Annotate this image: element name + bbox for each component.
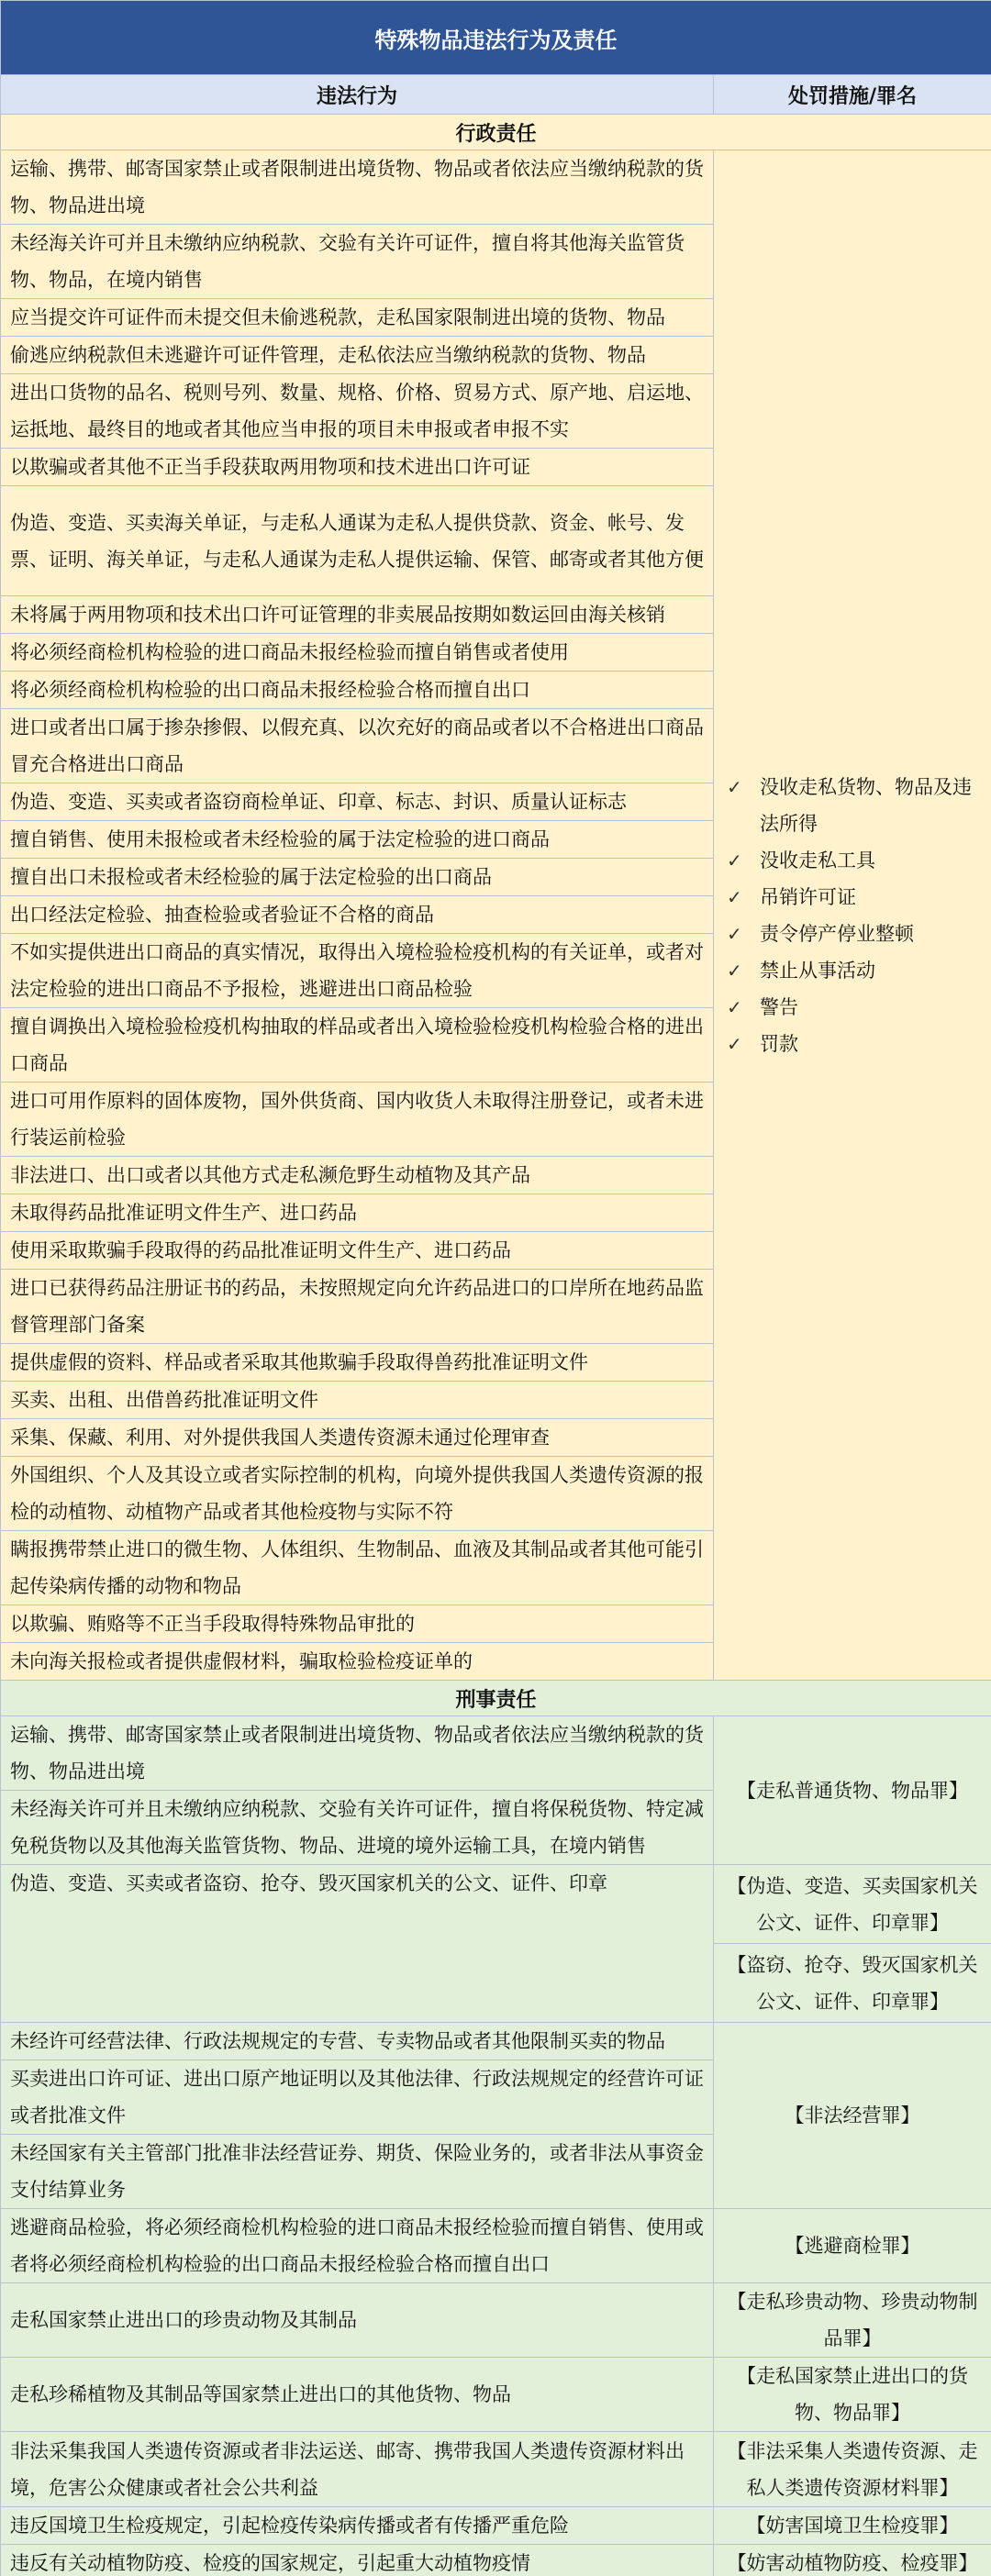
table-row: 提供虚假的资料、样品或者采取其他欺骗手段取得兽药批准证明文件: [1, 1344, 714, 1382]
table-row: 采集、保藏、利用、对外提供我国人类遗传资源未通过伦理审查: [1, 1419, 714, 1457]
table-row: 未将属于两用物项和技术出口许可证管理的非卖展品按期如数运回由海关核销: [1, 596, 714, 634]
admin-penalties-cell: [714, 150, 991, 1681]
crime-cell: 【逃避商检罪】: [714, 2209, 991, 2283]
table-row: 以欺骗、贿赂等不正当手段取得特殊物品审批的: [1, 1605, 714, 1643]
list-item: [727, 769, 978, 842]
crime-cell: 【盗窃、抢夺、毁灭国家机关公文、证件、印章罪】: [714, 1944, 991, 2023]
list-item: [727, 1026, 978, 1062]
table-row: 瞒报携带禁止进口的微生物、人体组织、生物制品、血液及其制品或者其他可能引起传染病传播的动物和物品: [1, 1531, 714, 1605]
crime-cell: 【非法采集人类遗传资源、走私人类遗传资源材料罪】: [714, 2432, 991, 2507]
crime-cell: 【走私普通货物、物品罪】: [714, 1716, 991, 1865]
list-item: [727, 989, 978, 1026]
table-row: 买卖进出口许可证、进出口原产地证明以及其他法律、行政法规规定的经营许可证或者批准文件: [1, 2060, 714, 2135]
table-row: 进口或者出口属于掺杂掺假、以假充真、以次充好的商品或者以不合格进出口商品冒充合格进出口商品: [1, 709, 714, 783]
table-row: 偷逃应纳税款但未逃避许可证件管理，走私依法应当缴纳税款的货物、物品: [1, 337, 714, 374]
table-row: 进口已获得药品注册证书的药品，未按照规定向允许药品进口的口岸所在地药品监督管理部门备案: [1, 1270, 714, 1344]
penalty-label: 没收走私工具: [760, 849, 875, 872]
crime-cell: 【非法经营罪】: [714, 2023, 991, 2209]
table-row: 以欺骗或者其他不正当手段获取两用物项和技术进出口许可证: [1, 449, 714, 486]
table-row: 进出口货物的品名、税则号列、数量、规格、价格、贸易方式、原产地、启运地、运抵地、最终目的地或者其他应当申报的项目未申报或者申报不实: [1, 374, 714, 449]
table-row: 不如实提供进出口商品的真实情况，取得出入境检验检疫机构的有关证单，或者对法定检验的进出口商品不予报检，逃避进出口商品检验: [1, 934, 714, 1008]
table-row: 运输、携带、邮寄国家禁止或者限制进出境货物、物品或者依法应当缴纳税款的货物、物品进出境: [1, 1716, 714, 1791]
table-row: 未向海关报检或者提供虚假材料，骗取检验检疫证单的: [1, 1643, 714, 1681]
check-icon: ✓: [727, 959, 742, 982]
table-row: 伪造、变造、买卖海关单证，与走私人通谋为走私人提供贷款、资金、帐号、发票、证明、海关单证，与走私人通谋为走私人提供运输、保管、邮寄或者其他方便: [1, 486, 714, 596]
table-row: 未经许可经营法律、行政法规规定的专营、专卖物品或者其他限制买卖的物品: [1, 2023, 714, 2060]
penalty-label: 责令停产停业整顿: [760, 922, 914, 945]
table-row: 伪造、变造、买卖或者盗窃、抢夺、毁灭国家机关的公文、证件、印章: [1, 1865, 714, 2023]
table-row: 买卖、出租、出借兽药批准证明文件: [1, 1382, 714, 1419]
table-row: 应当提交许可证件而未提交但未偷逃税款，走私国家限制进出境的货物、物品: [1, 299, 714, 337]
table-row: 擅自销售、使用未报检或者未经检验的属于法定检验的进口商品: [1, 821, 714, 859]
crime-cell: 【伪造、变造、买卖国家机关公文、证件、印章罪】: [714, 1865, 991, 1944]
crime-cell: 【妨害国境卫生检疫罪】: [714, 2507, 991, 2545]
table-row: 运输、携带、邮寄国家禁止或者限制进出境货物、物品或者依法应当缴纳税款的货物、物品进出境: [1, 150, 714, 225]
list-item: [727, 879, 978, 916]
table-row: 走私国家禁止进出口的珍贵动物及其制品: [1, 2283, 714, 2358]
table-row: 擅自出口未报检或者未经检验的属于法定检验的出口商品: [1, 859, 714, 896]
penalty-label: 罚款: [760, 1032, 798, 1055]
list-item: [727, 916, 978, 952]
check-icon: ✓: [727, 775, 742, 798]
check-icon: ✓: [727, 922, 742, 945]
check-icon: ✓: [727, 995, 742, 1018]
table-row: 违反有关动植物防疫、检疫的国家规定，引起重大动植物疫情: [1, 2545, 714, 2576]
table-row: 逃避商品检验，将必须经商检机构检验的进口商品未报经检验而擅自销售、使用或者将必须经商检机构检验的出口商品未报经检验合格而擅自出口: [1, 2209, 714, 2283]
crime-cell: 【走私珍贵动物、珍贵动物制品罪】: [714, 2283, 991, 2358]
penalty-label: 禁止从事活动: [760, 959, 875, 982]
table-row: 外国组织、个人及其设立或者实际控制的机构，向境外提供我国人类遗传资源的报检的动植物、动植物产品或者其他检疫物与实际不符: [1, 1457, 714, 1531]
section-criminal: 刑事责任: [1, 1681, 991, 1716]
check-icon: ✓: [727, 849, 742, 872]
table-row: 出口经法定检验、抽查检验或者验证不合格的商品: [1, 896, 714, 934]
table-row: 走私珍稀植物及其制品等国家禁止进出口的其他货物、物品: [1, 2358, 714, 2432]
table-row: 非法采集我国人类遗传资源或者非法运送、邮寄、携带我国人类遗传资源材料出境，危害公众健康或者社会公共利益: [1, 2432, 714, 2507]
admin-penalties-list: [727, 769, 978, 1062]
table-row: 伪造、变造、买卖或者盗窃商检单证、印章、标志、封识、质量认证标志: [1, 783, 714, 821]
table-row: 违反国境卫生检疫规定，引起检疫传染病传播或者有传播严重危险: [1, 2507, 714, 2545]
table-row: 未经国家有关主管部门批准非法经营证券、期货、保险业务的，或者非法从事资金支付结算业务: [1, 2135, 714, 2209]
table-row: 将必须经商检机构检验的出口商品未报经检验合格而擅自出口: [1, 672, 714, 709]
penalty-label: 警告: [760, 995, 798, 1018]
crime-cell: 【妨害动植物防疫、检疫罪】: [714, 2545, 991, 2576]
penalty-label: 没收走私货物、物品及违法所得: [760, 775, 972, 835]
list-item: [727, 952, 978, 989]
table-row: 将必须经商检机构检验的进口商品未报经检验而擅自销售或者使用: [1, 634, 714, 672]
table-row: 未取得药品批准证明文件生产、进口药品: [1, 1194, 714, 1232]
list-item: [727, 842, 978, 879]
header-penalty: 处罚措施/罪名: [714, 75, 991, 115]
penalty-label: 吊销许可证: [760, 885, 856, 908]
check-icon: ✓: [727, 885, 742, 908]
table-row: 进口可用作原料的固体废物，国外供货商、国内收货人未取得注册登记，或者未进行装运前检验: [1, 1083, 714, 1157]
table-row: 未经海关许可并且未缴纳应纳税款、交验有关许可证件，擅自将保税货物、特定减免税货物以及其他海关监管货物、物品、进境的境外运输工具，在境内销售: [1, 1791, 714, 1865]
section-administrative: 行政责任: [1, 115, 991, 150]
header-behavior: 违法行为: [1, 75, 714, 115]
table-row: 使用采取欺骗手段取得的药品批准证明文件生产、进口药品: [1, 1232, 714, 1270]
table-title: 特殊物品违法行为及责任: [1, 1, 991, 75]
crime-cell: 【走私国家禁止进出口的货物、物品罪】: [714, 2358, 991, 2432]
table-row: 未经海关许可并且未缴纳应纳税款、交验有关许可证件，擅自将其他海关监管货物、物品，在境内销售: [1, 225, 714, 299]
check-icon: ✓: [727, 1032, 742, 1055]
table-row: 擅自调换出入境检验检疫机构抽取的样品或者出入境检验检疫机构检验合格的进出口商品: [1, 1008, 714, 1083]
table-row: 非法进口、出口或者以其他方式走私濒危野生动植物及其产品: [1, 1157, 714, 1194]
